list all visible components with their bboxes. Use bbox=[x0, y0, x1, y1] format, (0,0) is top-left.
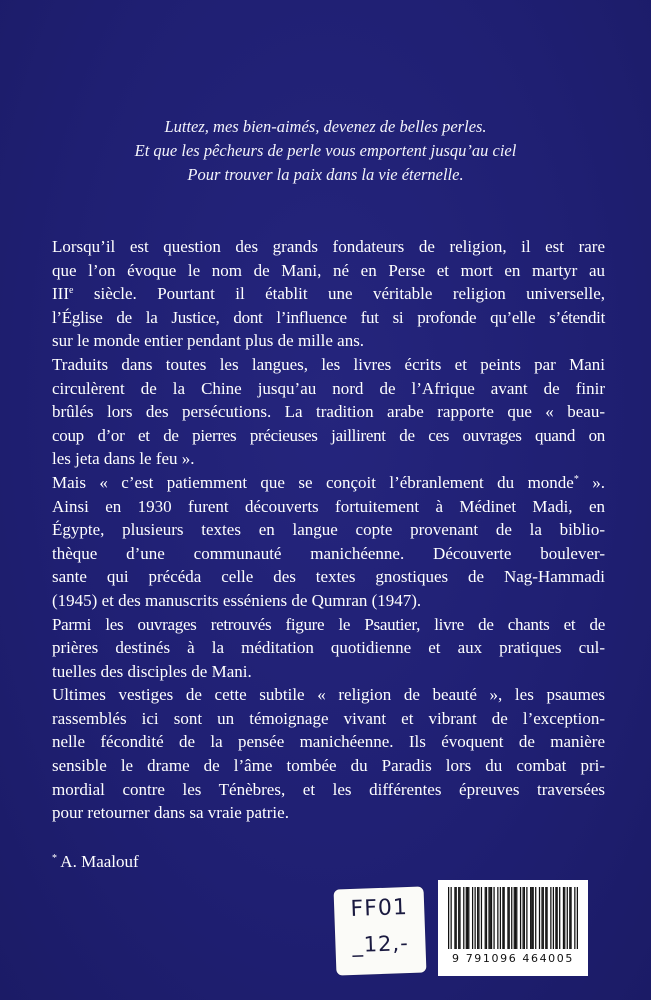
text-line: circulèrent de la Chine jusqu’au nord de l’Afrique avant de finir bbox=[52, 378, 605, 398]
text-line: tuelles des disciples de Mani. bbox=[52, 661, 252, 681]
footnote-marker: * bbox=[573, 473, 579, 485]
text-line bbox=[52, 471, 605, 495]
text-line: nelle fécondité de la pensée manichéenne. Ils évoquent de manière bbox=[52, 732, 605, 752]
text-line: Traduits dans toutes les langues, les livres écrits et peints par Mani bbox=[52, 354, 605, 374]
century-numeral: III bbox=[52, 284, 69, 304]
text-fragment: siècle. Pourtant il établit une véritable religion universelle, bbox=[73, 284, 605, 304]
footnote bbox=[52, 850, 139, 874]
text-fragment: Mais « c’est patiemment que se conçoit l’ébranlement du monde bbox=[52, 472, 574, 492]
barcode bbox=[438, 880, 588, 976]
epigraph-line: Pour trouver la paix dans la vie éternelle. bbox=[187, 165, 464, 184]
barcode-bars bbox=[448, 887, 578, 949]
price-sticker bbox=[334, 886, 427, 975]
text-line: sante qui précéda celle des textes gnostiques de Nag-Hammadi bbox=[52, 567, 605, 587]
text-line: Égypte, plusieurs textes en langue copte provenant de la biblio- bbox=[52, 520, 605, 540]
text-line: brûlés lors des persécutions. La tradition arabe rapporte que « beau- bbox=[52, 402, 605, 422]
text-line: Lorsqu’il est question des grands fondateurs de religion, il est rare bbox=[52, 237, 605, 256]
footnote-author: A. Maalouf bbox=[57, 852, 139, 871]
sticker-price: _12,- bbox=[351, 931, 410, 957]
text-line: coup d’or et de pierres précieuses jaillirent de ces ouvrages quand on bbox=[52, 425, 605, 445]
text-line: que l’on évoque le nom de Mani, né en Perse et mort en martyr au bbox=[52, 260, 605, 280]
text-line: (1945) et des manuscrits esséniens de Qumran (1947). bbox=[52, 590, 422, 610]
blurb-text bbox=[52, 235, 605, 825]
sticker-code: FF01 bbox=[350, 895, 409, 923]
text-line: Ainsi en 1930 furent découverts fortuitement à Médinet Madi, en bbox=[52, 496, 605, 516]
text-line: Parmi les ouvrages retrouvés figure le Psautier, livre de chants et de bbox=[52, 614, 605, 634]
text-line: rassemblés ici sont un témoignage vivant et vibrant de l’exception- bbox=[52, 708, 605, 728]
text-line: Ultimes vestiges de cette subtile « religion de beauté », les psaumes bbox=[52, 685, 605, 705]
text-line: prières destinés à la méditation quotidienne et aux pratiques cul- bbox=[52, 638, 605, 658]
text-line: les jeta dans le feu ». bbox=[52, 449, 195, 469]
text-line: sensible le drame de l’âme tombée du Paradis lors du combat pri- bbox=[52, 756, 605, 776]
ordinal-suffix: e bbox=[68, 285, 74, 297]
epigraph-line: Luttez, mes bien-aimés, devenez de belles perles. bbox=[164, 117, 487, 136]
epigraph-line: Et que les pêcheurs de perle vous emportent jusqu’au ciel bbox=[134, 141, 517, 160]
text-line: mordial contre les Ténèbres, et les différentes épreuves traversées bbox=[52, 779, 605, 799]
text-line: sur le monde entier pendant plus de mille ans. bbox=[52, 331, 365, 351]
text-line: l’Église de la Justice, dont l’influence fut si profonde qu’elle s’étendit bbox=[52, 307, 605, 327]
isbn-number: 9 791096 464005 bbox=[452, 952, 574, 965]
text-fragment: ». bbox=[578, 472, 605, 492]
text-line bbox=[52, 282, 605, 306]
footnote-marker: * bbox=[52, 853, 57, 864]
epigraph bbox=[0, 115, 651, 187]
text-line: thèque d’une communauté manichéenne. Découverte boulever- bbox=[52, 543, 605, 563]
text-line: pour retourner dans sa vraie patrie. bbox=[52, 803, 289, 823]
